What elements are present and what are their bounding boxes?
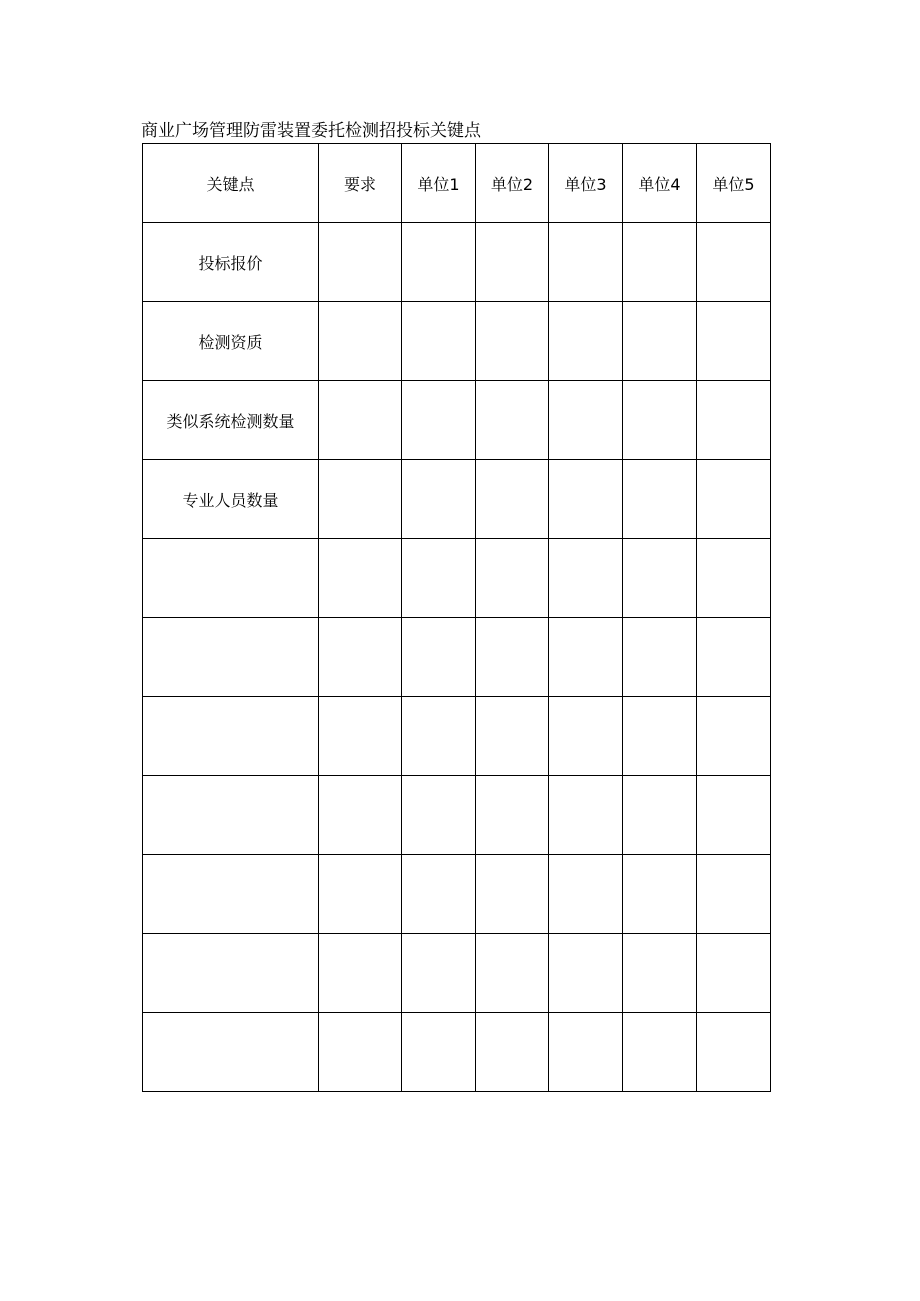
table-cell <box>143 855 319 934</box>
table-cell <box>549 1013 623 1092</box>
table-cell <box>697 302 771 381</box>
table-cell <box>697 223 771 302</box>
table-cell <box>402 539 476 618</box>
table-row <box>143 381 771 460</box>
table-cell <box>143 1013 319 1092</box>
table-cell <box>143 934 319 1013</box>
table-cell <box>402 618 476 697</box>
table-row <box>143 223 771 302</box>
table-body <box>143 223 771 1092</box>
table-cell <box>697 855 771 934</box>
table-cell <box>549 618 623 697</box>
table-cell <box>549 381 623 460</box>
table-cell <box>476 1013 549 1092</box>
table-cell: 投标报价 <box>143 223 319 302</box>
column-header: 单位4 <box>623 144 697 223</box>
table-header-row <box>143 144 771 223</box>
table-row <box>143 460 771 539</box>
table-cell <box>143 697 319 776</box>
table-cell <box>402 697 476 776</box>
table-cell <box>476 539 549 618</box>
table-cell <box>549 460 623 539</box>
column-header: 单位2 <box>476 144 549 223</box>
page-title: 商业广场管理防雷装置委托检测招投标关键点 <box>141 121 481 141</box>
table-cell <box>402 381 476 460</box>
table-cell <box>402 302 476 381</box>
table-cell <box>476 618 549 697</box>
table-cell <box>697 381 771 460</box>
table-cell <box>549 539 623 618</box>
table-cell <box>623 302 697 381</box>
table-cell <box>697 697 771 776</box>
column-header: 单位5 <box>697 144 771 223</box>
table-cell <box>476 460 549 539</box>
table-cell <box>319 618 402 697</box>
table-cell <box>143 776 319 855</box>
table-row <box>143 302 771 381</box>
table-cell <box>623 381 697 460</box>
table-row <box>143 934 771 1013</box>
table-row <box>143 539 771 618</box>
table-cell <box>623 697 697 776</box>
table-cell <box>319 1013 402 1092</box>
table-cell <box>476 776 549 855</box>
table-cell <box>697 776 771 855</box>
table-cell <box>402 1013 476 1092</box>
table-cell: 检测资质 <box>143 302 319 381</box>
table-cell <box>402 855 476 934</box>
table-cell <box>697 460 771 539</box>
table-cell <box>402 776 476 855</box>
column-header: 单位1 <box>402 144 476 223</box>
table-cell <box>319 697 402 776</box>
column-header: 单位3 <box>549 144 623 223</box>
table-row <box>143 776 771 855</box>
table-cell <box>319 855 402 934</box>
table-cell <box>623 776 697 855</box>
table-cell <box>697 539 771 618</box>
table-cell <box>319 934 402 1013</box>
table-row <box>143 697 771 776</box>
table-cell <box>549 934 623 1013</box>
table-cell <box>476 934 549 1013</box>
table-row <box>143 855 771 934</box>
table-cell <box>697 1013 771 1092</box>
table-row <box>143 618 771 697</box>
table-cell <box>476 223 549 302</box>
table-cell <box>623 1013 697 1092</box>
table-cell <box>319 302 402 381</box>
table-cell <box>549 855 623 934</box>
table-cell <box>623 223 697 302</box>
table-cell <box>402 460 476 539</box>
table-cell <box>476 855 549 934</box>
table-cell <box>143 618 319 697</box>
table-cell <box>623 618 697 697</box>
table-cell <box>549 697 623 776</box>
column-header: 要求 <box>319 144 402 223</box>
table-cell <box>476 697 549 776</box>
table-cell <box>476 302 549 381</box>
table-cell: 类似系统检测数量 <box>143 381 319 460</box>
table-cell <box>623 460 697 539</box>
column-header: 关键点 <box>143 144 319 223</box>
table-cell <box>549 302 623 381</box>
table-cell <box>402 934 476 1013</box>
table-cell <box>143 539 319 618</box>
table-cell <box>319 776 402 855</box>
table-cell <box>623 855 697 934</box>
table-row <box>143 1013 771 1092</box>
table-cell <box>319 539 402 618</box>
table-cell <box>319 381 402 460</box>
table-cell <box>549 223 623 302</box>
table-cell <box>476 381 549 460</box>
table-cell <box>697 618 771 697</box>
table-cell <box>319 460 402 539</box>
table-cell <box>697 934 771 1013</box>
table-cell <box>549 776 623 855</box>
table-cell <box>623 934 697 1013</box>
table-cell: 专业人员数量 <box>143 460 319 539</box>
table-cell <box>623 539 697 618</box>
table-cell <box>402 223 476 302</box>
table-cell <box>319 223 402 302</box>
key-points-table <box>142 143 771 1092</box>
